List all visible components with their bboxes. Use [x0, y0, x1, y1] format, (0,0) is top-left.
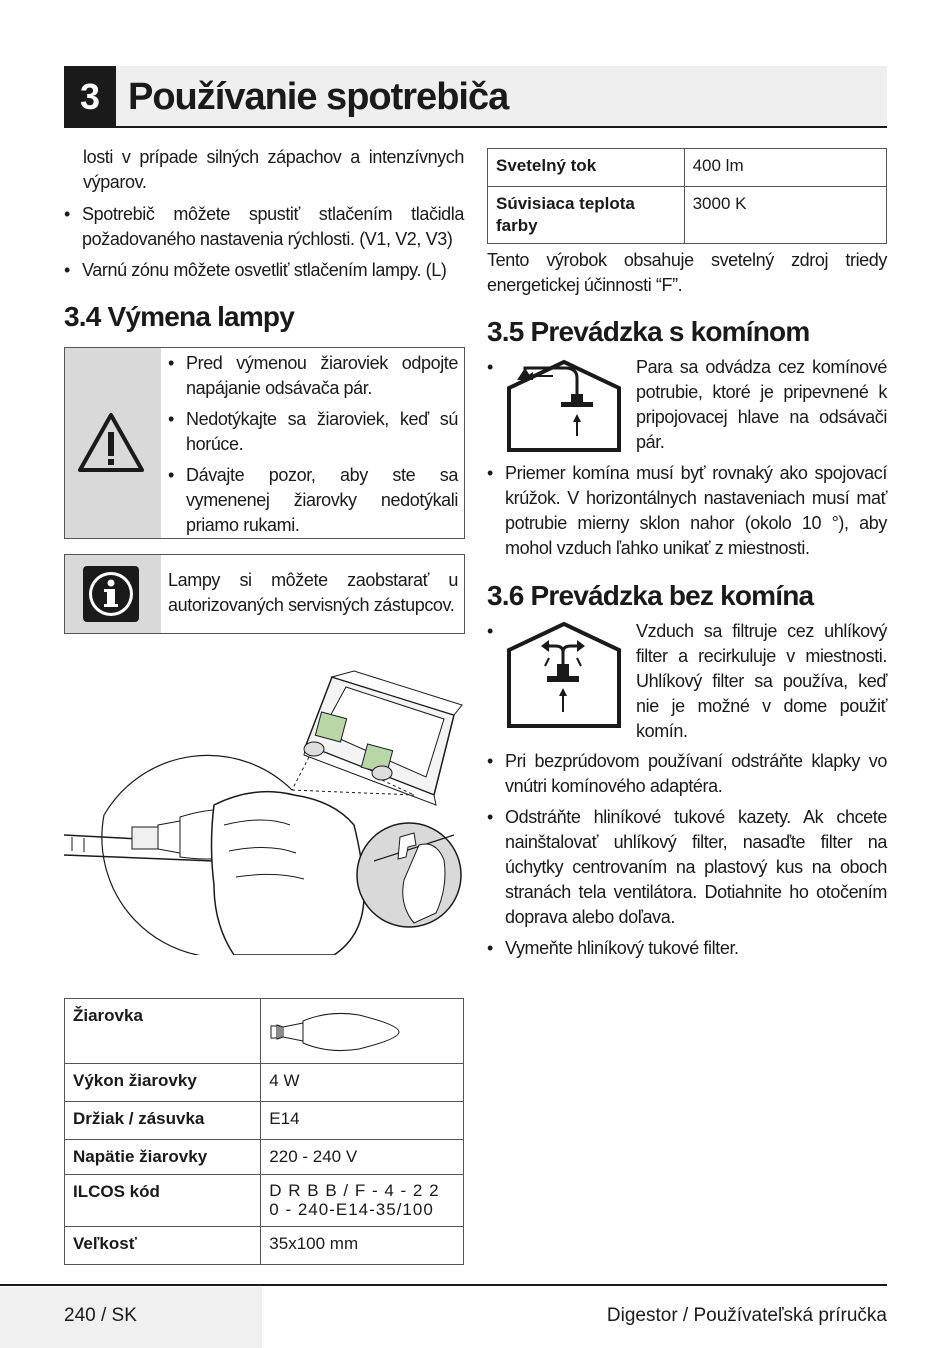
section-title-3-6: 3.6 Prevádzka bez komína [487, 580, 814, 611]
list-item [487, 805, 887, 930]
table-cell-label: Žiarovka [65, 999, 261, 1064]
bullet-icon: • [487, 463, 493, 483]
lamp-replacement-illustration [64, 665, 464, 955]
warning-icon-panel [65, 348, 161, 538]
info-icon [65, 555, 161, 633]
table-cell-value: 400 lm [684, 149, 886, 187]
light-spec-table [487, 148, 887, 244]
warning-triangle-icon [65, 348, 161, 538]
table-cell-label: Svetelný tok [488, 149, 685, 187]
table-cell-value: 35x100 mm [261, 1227, 464, 1265]
table-cell-label: Napätie žiarovky [65, 1140, 261, 1175]
bullet-text: Vymeňte hliníkový tukové filter. [505, 938, 739, 958]
bullet-icon: • [64, 204, 70, 224]
list-item [487, 749, 887, 799]
info-icon-panel [65, 555, 161, 633]
warning-item [168, 351, 458, 401]
chimney-text: Para sa odvádza cez komínové potrubie, ktoré je pripevnené k pripojovacej hlave na odsávači pár. [636, 357, 887, 452]
table-row [65, 1102, 464, 1140]
table-cell-value: 220 - 240 V [261, 1140, 464, 1175]
table-cell-label: ILCOS kód [65, 1175, 261, 1227]
bullet-text: Pri bezprúdovom používaní odstráňte klapky vo vnútri komínového adaptéra. [505, 751, 887, 796]
bullet-icon: • [64, 260, 70, 280]
page-number: 240 / SK [64, 1305, 137, 1326]
warning-text: Dávajte pozor, aby ste sa vymenenej žiarovky nedotýkali priamo rukami. [186, 465, 458, 535]
bullet-icon: • [487, 621, 493, 641]
candle-bulb-icon [269, 1007, 409, 1057]
recirc-text: Vzduch sa filtruje cez uhlíkový filter a recirkuluje v miestnosti. Uhlíkový filter sa používa, keď nie je možné v dome použiť komín. [636, 621, 887, 741]
list-item [64, 202, 464, 252]
table-row [488, 187, 887, 244]
table-cell-label: Držiak / zásuvka [65, 1102, 261, 1140]
table-cell-value: 4 W [261, 1064, 464, 1102]
table-cell-value: 3000 K [684, 187, 886, 244]
bullet-icon: • [487, 751, 493, 771]
bullet-icon: • [168, 353, 174, 373]
chimney-mode-icon [505, 358, 623, 454]
bullet-text: Varnú zónu môžete osvetliť stlačením lampy. (L) [82, 260, 447, 280]
bulb-spec-table [64, 998, 464, 1265]
table-row [65, 1175, 464, 1227]
warning-text: Pred výmenou žiaroviek odpojte napájanie odsávača pár. [186, 353, 458, 398]
table-cell-label: Výkon žiarovky [65, 1064, 261, 1102]
table-row [488, 149, 887, 187]
table-cell-value: D R B B / F - 4 - 2 2 0 - 240-E14-35/100 [261, 1175, 464, 1227]
intro-continuation: losti v prípade silných zápachov a intenzívnych výparov. [83, 147, 464, 192]
bullet-text: Odstráňte hliníkové tukové kazety. Ak chcete nainštalovať uhlíkový filter, nasaďte filter na úchytky centrovaním na plastový kus na oboch stranách tela ventilátora. Dotiahnite ho otočením doprava alebo doľava. [505, 807, 887, 927]
warning-item [168, 407, 458, 457]
energy-note: Tento výrobok obsahuje svetelný zdroj triedy energetickej účinnosti “F”. [487, 250, 887, 295]
document-title: Digestor / Používateľská príručka [606, 1305, 887, 1326]
chapter-title: Používanie spotrebiča [128, 76, 509, 118]
table-row [65, 999, 464, 1064]
section-title-3-5: 3.5 Prevádzka s komínom [487, 316, 810, 347]
table-row [65, 1140, 464, 1175]
warning-item [168, 463, 458, 538]
list-item [487, 936, 887, 961]
list-item [487, 461, 887, 561]
bullet-icon: • [487, 938, 493, 958]
list-item [64, 258, 464, 283]
warning-text: Nedotýkajte sa žiaroviek, keď sú horúce. [186, 409, 458, 454]
table-cell-value [261, 999, 464, 1064]
footer-rule [0, 1284, 887, 1286]
chapter-number: 3 [64, 66, 116, 128]
table-cell-value: E14 [261, 1102, 464, 1140]
table-cell-label: Veľkosť [65, 1227, 261, 1265]
table-row [65, 1064, 464, 1102]
bullet-icon: • [487, 807, 493, 827]
bullet-text: Priemer komína musí byť rovnaký ako spojovací krúžok. V horizontálnych nastaveniach musí mať potrubie mierny sklon nahor (okolo 10 °), aby mohol vzduch ľahko unikať z miestnosti. [505, 463, 887, 558]
bullet-icon: • [487, 357, 493, 377]
table-row [65, 1227, 464, 1265]
bullet-icon: • [168, 409, 174, 429]
section-title-3-4: 3.4 Výmena lampy [64, 301, 294, 332]
info-text: Lampy si môžete zaobstarať u autorizovaných servisných zástupcov. [168, 570, 458, 615]
table-cell-label: Súvisiaca teplota farby [488, 187, 685, 244]
bullet-text: Spotrebič môžete spustiť stlačením tlačidla požadovaného nastavenia rýchlosti. (V1, V2, V3) [82, 204, 464, 249]
recirculation-mode-icon [505, 620, 623, 730]
bullet-icon: • [168, 465, 174, 485]
